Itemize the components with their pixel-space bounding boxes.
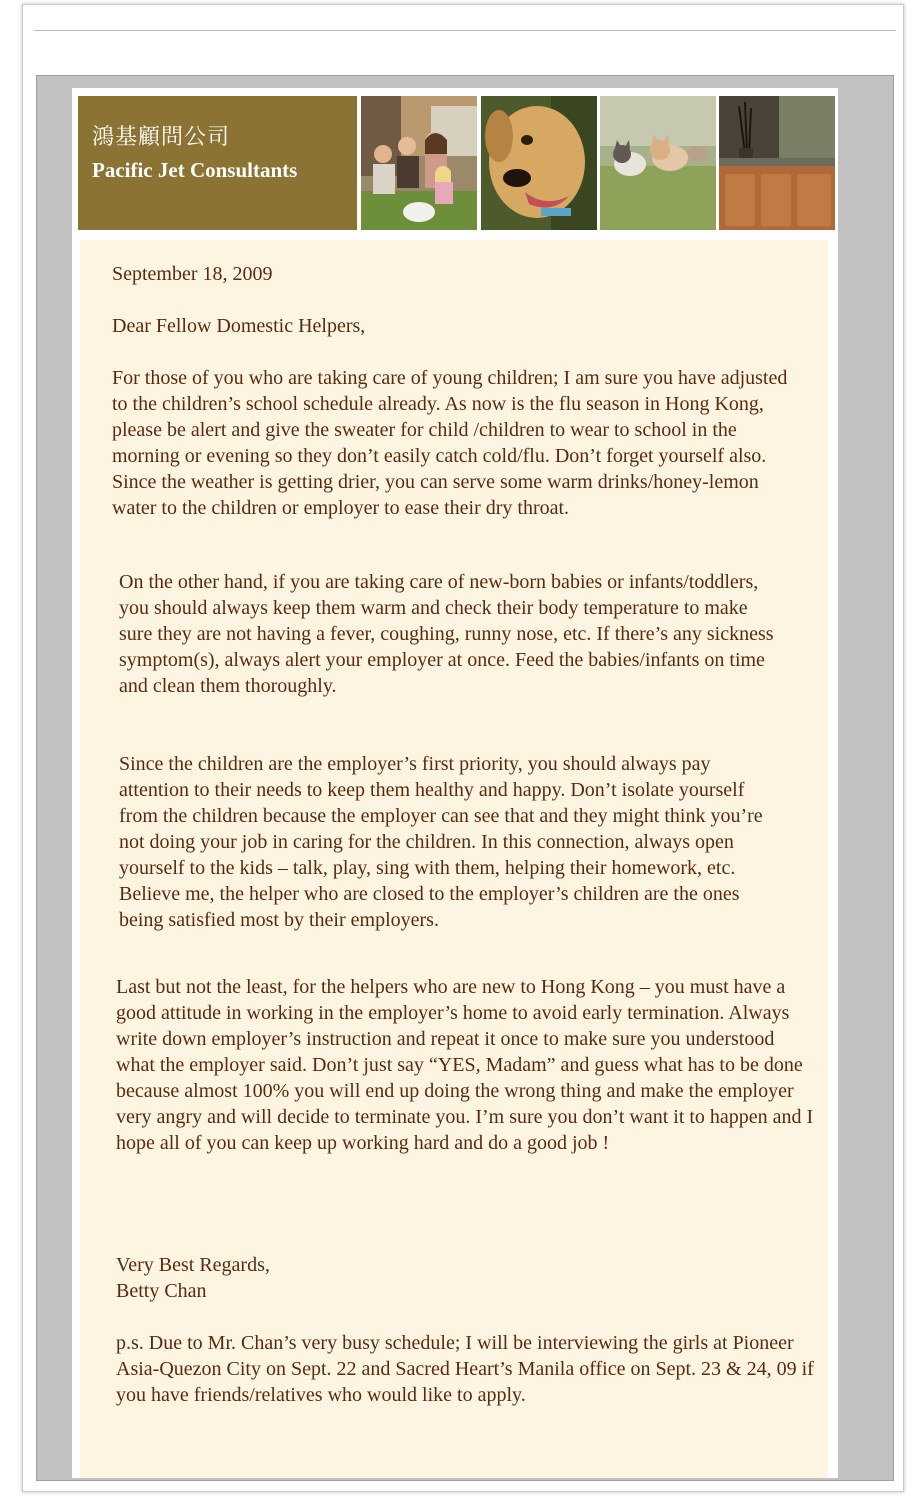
top-divider: [34, 30, 896, 31]
letter-salutation: Dear Fellow Domestic Helpers,: [112, 315, 366, 337]
kittens-photo: [600, 96, 716, 230]
letter-paragraph: For those of you who are taking care of young children; I am sure you have adjusted to the children’s school schedule already. As now is the flu season in Hong Kong, please be alert and give the sweater for child /children to wear to school in the morning or evening so they don’t easily catch cold/flu. Don’t forget yourself also. Since the weather is getting drier, you can serve some warm drinks/honey-lemon water to the children or employer to ease their dry throat.: [112, 367, 788, 519]
company-name-english: Pacific Jet Consultants: [92, 158, 298, 182]
letter-postscript: p.s. Due to Mr. Chan’s very busy schedule; I will be interviewing the girls at Pioneer Asia-Quezon City on Sept. 22 and Sacred Heart’s Manila office on Sept. 23 & 24, 09 if you have friends/relatives who would like to apply.: [116, 1332, 814, 1406]
letter-paragraph: On the other hand, if you are taking care of new-born babies or infants/toddlers, you should always keep them warm and check their body temperature to make sure they are not having a fever, coughing, runny nose, etc. If there’s any sickness symptom(s), always alert your employer at once. Feed the babies/infants on time and clean them thoroughly.: [119, 571, 774, 697]
family-photo: [361, 96, 477, 230]
company-brand-block: [78, 96, 357, 230]
letter-paragraph: Since the children are the employer’s first priority, you should always pay attention to their needs to keep them healthy and happy. Don’t isolate yourself from the children because the employer can see that and they might think you’re not doing your job in caring for the children. In this connection, always open yourself to the kids – talk, play, sing with them, helping their homework, etc. Believe me, the helper who are closed to the employer’s children are the ones being satisfied most by their employers.: [119, 753, 763, 931]
company-name-chinese: 鴻基顧問公司: [92, 125, 231, 150]
letter-closing: Very Best Regards,: [116, 1254, 270, 1276]
letter-body: [80, 240, 828, 1478]
kitchen-photo: [719, 96, 835, 230]
letter-date: September 18, 2009: [112, 263, 273, 285]
letter-signature: Betty Chan: [116, 1280, 207, 1302]
newsletter-header: [78, 96, 834, 230]
letter-paragraph: Last but not the least, for the helpers who are new to Hong Kong – you must have a good attitude in working in the employer’s home to avoid early termination. Always write down employer’s instruction and repeat it once to make sure you understood what the employer said. Don’t just say “YES, Madam” and guess what has to be done because almost 100% you will end up doing the wrong thing and make the employer very angry and will decide to terminate you. I’m sure you don’t want it to happen and I hope all of you can keep up working hard and do a good job !: [116, 976, 814, 1154]
dog-photo: [481, 96, 597, 230]
